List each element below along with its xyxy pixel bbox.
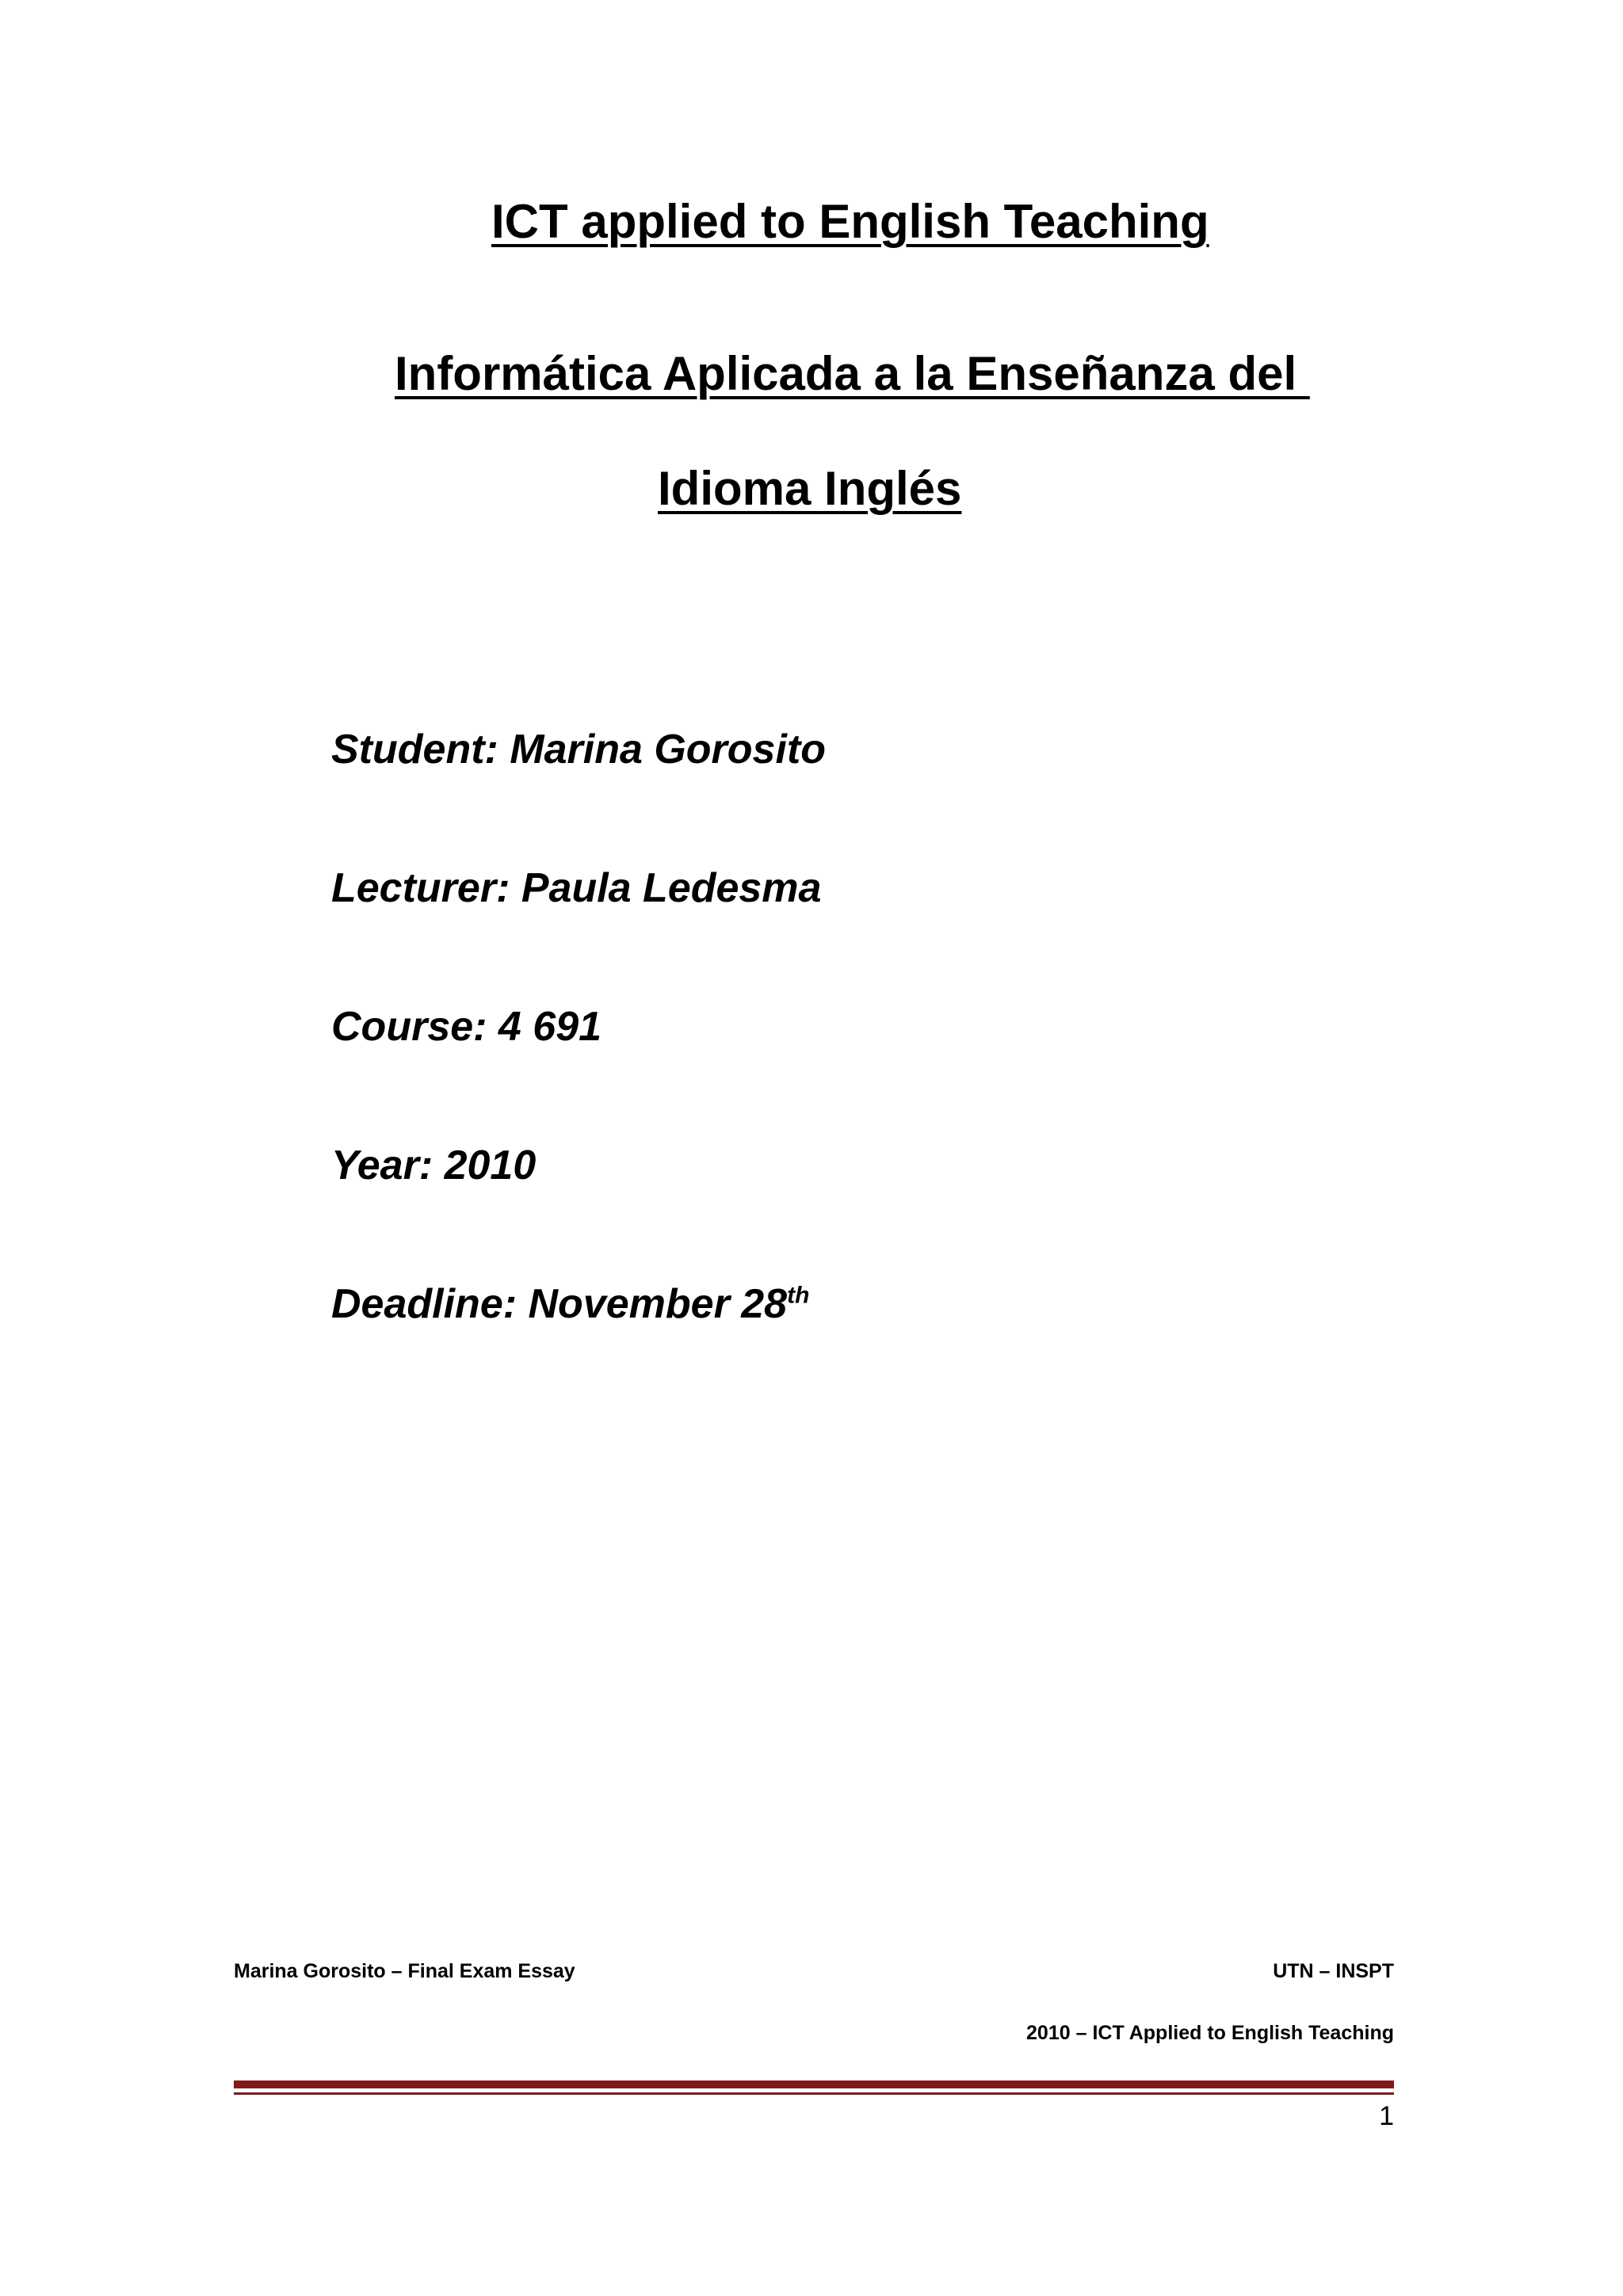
year-line: Year: 2010 [331,1142,537,1188]
footer-divider-thin [234,2092,1394,2095]
title-english: ICT applied to English Teaching [491,195,1209,248]
lecturer-line: Lecturer: Paula Ledesma [331,865,822,911]
student-line: Student: Marina Gorosito [331,727,826,772]
footer-institution: UTN – INSPT [1273,1960,1394,1982]
page-number: 1 [1379,2101,1394,2131]
footer-course-title: 2010 – ICT Applied to English Teaching [1026,2022,1394,2044]
title-spanish-line-1: Informática Aplicada a la Enseñanza del [395,347,1310,400]
title-spanish-line-2: Idioma Inglés [658,462,962,515]
deadline-text: Deadline: November 28 [331,1281,788,1327]
course-line: Course: 4 691 [331,1004,602,1050]
footer-author: Marina Gorosito – Final Exam Essay [234,1960,575,1982]
deadline-line [331,1280,809,1328]
deadline-ordinal-suffix: th [787,1282,810,1309]
footer-divider-thick [234,2081,1394,2088]
